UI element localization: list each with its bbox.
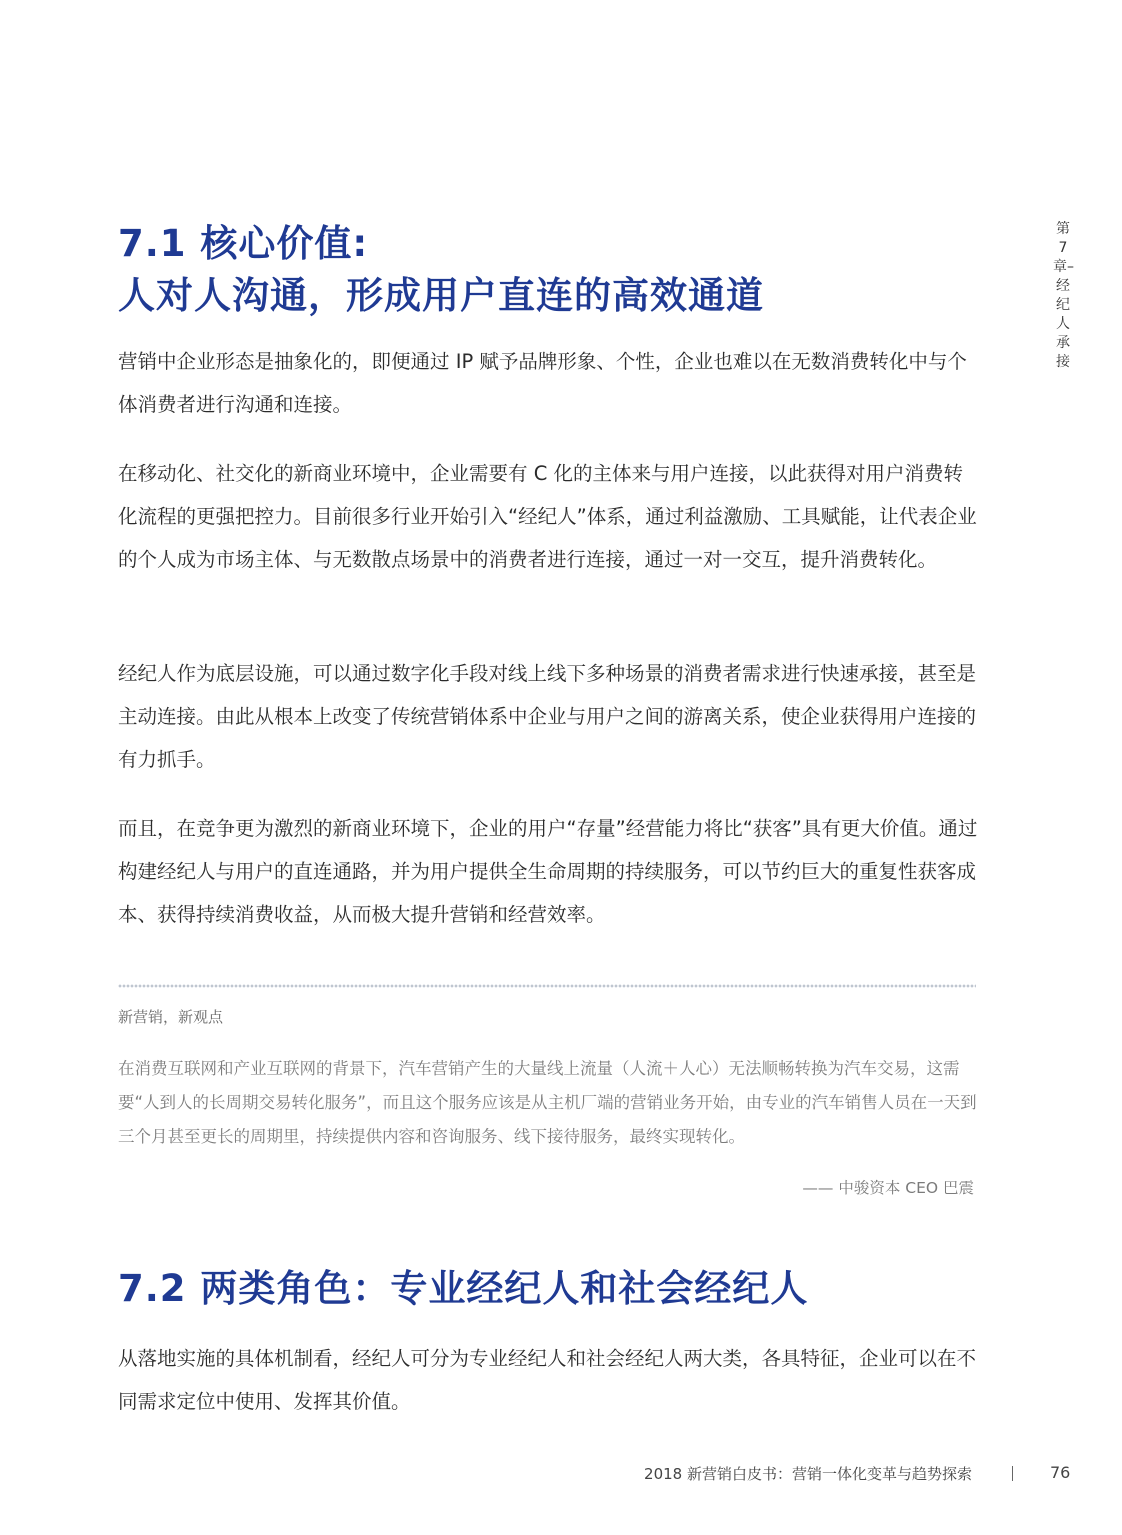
chapter-side-tab: 第7章–经纪人承接 [1053, 221, 1074, 370]
viewpoint-label: 新营销，新观点 [118, 1008, 224, 1026]
dotted-divider [118, 983, 976, 989]
footer-separator [1012, 1466, 1013, 1481]
viewpoint-quote: 在消费互联网和产业互联网的背景下，汽车营销产生的大量线上流量（人流＋人心）无法顺畅转换为汽车交易，这需要“人到人的长周期交易转化服务”，而且这个服务应该是从主机厂端的营销业务开始，由专业的汽车销售人员在一天到三个月甚至更长的周期里，持续提供内容和咨询服务、线下接待服务，最终实现转化。 [118, 1059, 977, 1146]
section-7-1-heading [118, 218, 764, 322]
section-7-1-paragraph: 在移动化、社交化的新商业环境中，企业需要有 C 化的主体来与用户连接，以此获得对用户消费转化流程的更强把控力。目前很多行业开始引入“经纪人”体系，通过利益激励、工具赋能，让代表企业的个人成为市场主体、与无数散点场景中的消费者进行连接，通过一对一交互，提升消费转化。 [118, 462, 977, 571]
section-7-1-title-line2: 人对人沟通，形成用户直连的高效通道 [118, 274, 764, 317]
section-7-1-paragraph: 营销中企业形态是抽象化的，即便通过 IP 赋予品牌形象、个性，企业也难以在无数消费转化中与个体消费者进行沟通和连接。 [118, 350, 967, 416]
footer-book-title: 2018 新营销白皮书：营销一体化变革与趋势探索 [644, 1465, 972, 1483]
section-7-1-paragraph: 而且，在竞争更为激烈的新商业环境下，企业的用户“存量”经营能力将比“获客”具有更大价值。通过构建经纪人与用户的直连通路，并为用户提供全生命周期的持续服务，可以节约巨大的重复性获客成本、获得持续消费收益，从而极大提升营销和经营效率。 [118, 817, 978, 926]
section-7-1-paragraph: 经纪人作为底层设施，可以通过数字化手段对线上线下多种场景的消费者需求进行快速承接，甚至是主动连接。由此从根本上改变了传统营销体系中企业与用户之间的游离关系，使企业获得用户连接的有力抓手。 [118, 662, 977, 771]
quote-attribution: —— 中骏资本 CEO 巴震 [802, 1179, 974, 1197]
section-7-2-heading: 7.2 两类角色：专业经纪人和社会经纪人 [118, 1267, 809, 1310]
section-7-2-paragraph: 从落地实施的具体机制看，经纪人可分为专业经纪人和社会经纪人两大类，各具特征，企业可以在不同需求定位中使用、发挥其价值。 [118, 1347, 977, 1413]
section-7-1-title-line1: 7.1 核心价值: [118, 222, 369, 265]
page-number: 76 [1050, 1463, 1071, 1482]
